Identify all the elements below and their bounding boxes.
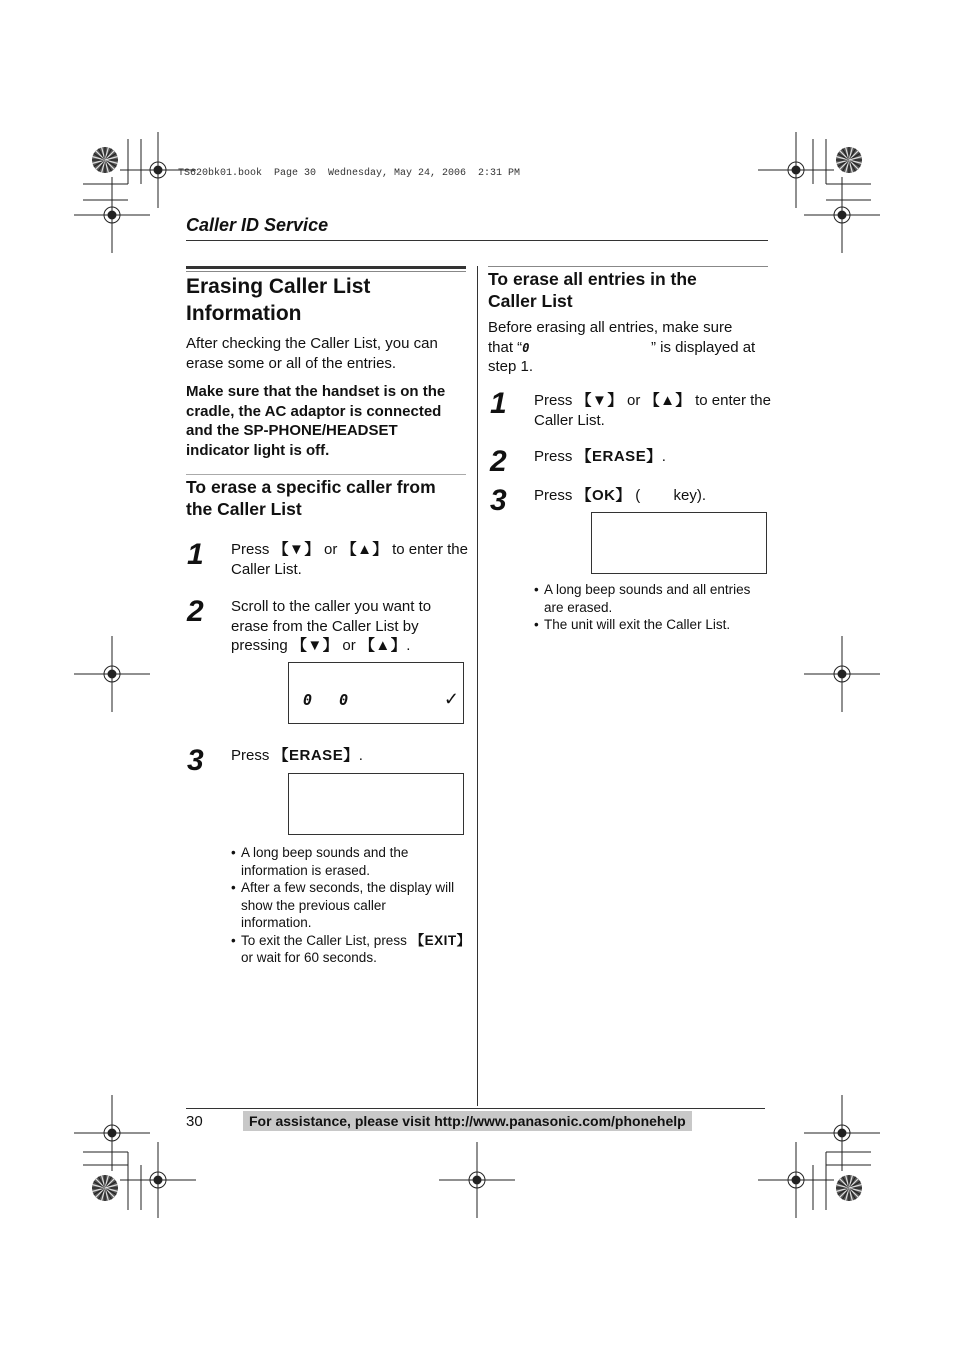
- registration-target-icon: [758, 132, 834, 208]
- right-notes: [534, 581, 774, 634]
- title-rule-thin: [186, 271, 466, 272]
- step-number-3: 3: [187, 744, 204, 777]
- starburst-icon: [836, 1175, 862, 1201]
- list-item: • A long beep sounds and all entries are erased.: [534, 581, 774, 616]
- section-title: Caller ID Service: [186, 215, 329, 235]
- starburst-icon: [92, 1175, 118, 1201]
- registration-target-icon: [439, 1142, 515, 1218]
- registration-target-icon: [74, 636, 150, 712]
- right-subheading-rule: [488, 266, 768, 267]
- lcd-digits: 0 0: [303, 691, 349, 709]
- list-item: • The unit will exit the Caller List.: [534, 616, 774, 634]
- down-key-label: 【▼】: [576, 392, 623, 409]
- exit-key-label: 【EXIT】: [410, 932, 471, 948]
- step-number-3: 3: [490, 484, 507, 517]
- step-number-2: 2: [490, 445, 507, 478]
- registration-target-icon: [120, 1142, 196, 1218]
- lcd-display-caller: [288, 662, 464, 724]
- registration-target-icon: [74, 1095, 150, 1171]
- lcd-display-erase: [288, 773, 464, 835]
- registration-target-icon: [758, 1142, 834, 1218]
- step-1-text: Press 【▼】 or 【▲】 to enter the Caller List.: [231, 541, 468, 578]
- list-item: • After a few seconds, the display will show the previous caller information.: [231, 879, 471, 932]
- column-divider: [477, 266, 478, 1106]
- starburst-icon: [92, 147, 118, 173]
- up-key-label: 【▲】: [644, 392, 691, 409]
- step-2-text: Scroll to the caller you want to erase from the Caller List by pressing 【▼】 or 【▲】.: [231, 598, 432, 654]
- starburst-icon: [836, 147, 862, 173]
- step-3-text: Press 【OK】 ( key).: [534, 487, 707, 504]
- lcd-display-confirm: [591, 512, 767, 574]
- step-number-1: 1: [490, 387, 507, 420]
- step-number-1: 1: [187, 538, 204, 571]
- assistance-banner: For assistance, please visit http://www.panasonic.com/phonehelp: [243, 1111, 692, 1131]
- step-2-text: Press 【ERASE】.: [534, 448, 666, 465]
- list-item: • A long beep sounds and the information is erased.: [231, 844, 471, 879]
- registration-target-icon: [74, 177, 150, 253]
- up-key-label: 【▲】: [341, 541, 388, 558]
- ok-key-label: 【OK】: [576, 487, 632, 504]
- check-icon: ✓: [443, 689, 459, 709]
- erase-key-label: 【ERASE】: [576, 448, 662, 465]
- step-3-text: Press 【ERASE】.: [231, 747, 363, 764]
- registration-target-icon: [804, 1095, 880, 1171]
- subheading-all-entries: To erase all entries in the Caller List: [488, 269, 697, 311]
- step-1-text: Press 【▼】 or 【▲】 to enter the Caller List.: [534, 392, 771, 429]
- right-intro-text: Before erasing all entries, make sure that “0 ” is displayed at step 1.: [488, 319, 756, 375]
- page-title: Erasing Caller List Information: [186, 275, 371, 325]
- up-key-label: 【▲】: [359, 637, 407, 654]
- lcd-digit-inline: 0: [522, 340, 530, 355]
- subheading-rule: [186, 474, 466, 475]
- down-key-label: 【▼】: [291, 637, 339, 654]
- title-rule-thick: [186, 266, 466, 269]
- registration-target-icon: [804, 636, 880, 712]
- registration-target-icon: [804, 177, 880, 253]
- left-notes: [231, 844, 471, 967]
- footer-rule: [186, 1108, 765, 1109]
- intro-text: After checking the Caller List, you can erase some or all of the entries.: [186, 335, 438, 372]
- header-rule: [186, 240, 768, 241]
- subheading-specific: To erase a specific caller from the Caller List: [186, 477, 436, 519]
- page-number: 30: [186, 1113, 203, 1130]
- down-key-label: 【▼】: [273, 541, 320, 558]
- list-item: • To exit the Caller List, press 【EXIT】 or wait for 60 seconds.: [231, 932, 471, 967]
- step-number-2: 2: [187, 595, 204, 628]
- print-slug: TS620bk01.book Page 30 Wednesday, May 24, 2006 2:31 PM: [178, 168, 521, 179]
- erase-key-label: 【ERASE】: [273, 747, 359, 764]
- important-note: Make sure that the handset is on the cradle, the AC adaptor is connected and the SP-PHONE/HEADSET indicator light is off.: [186, 383, 446, 459]
